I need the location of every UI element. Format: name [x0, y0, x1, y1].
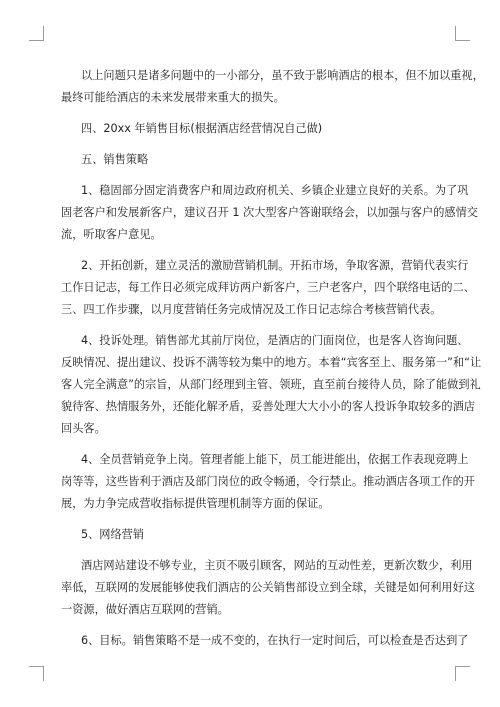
paragraph-line: 貌待客、热情服务外，还能化解矛盾，妥善处理大大小小的客人投诉争取较多的酒店 [61, 400, 475, 413]
paragraph-line: 1、稳固部分固定消费客户和周边政府机关、乡镇企业建立良好的关系。为了巩 [81, 184, 469, 197]
paragraph [61, 449, 475, 515]
paragraph-line: 四、20xx 年销售目标(根据酒店经营情况自己做) [81, 122, 323, 135]
crop-mark-top-right [455, 26, 470, 41]
crop-mark-bottom-right [455, 666, 470, 681]
paragraph-line: 率低，互联网的发展能够使我们酒店的公关销售部设立到全球，关键是如何利用好这 [61, 581, 475, 594]
paragraph-line: 2、开拓创新，建立灵活的激励营销机制。开拓市场，争取客源，营销代表实行 [81, 259, 469, 272]
crop-mark-top-left [29, 26, 44, 41]
paragraph-line: 客人完全满意”的宗旨，从部门经理到主管、领班，直至前台接待人员，除了能做到礼 [61, 378, 481, 391]
paragraph-line: 一资源，做好酒店互联网的营销。 [61, 603, 229, 616]
paragraph [61, 524, 457, 546]
crop-mark-bottom-left [29, 666, 44, 681]
paragraph [61, 118, 457, 140]
paragraph [61, 180, 478, 246]
paragraph-line: 五、销售策略 [81, 153, 149, 166]
paragraph-line: 4、投诉处理。销售部尤其前厅岗位，是酒店的门面岗位，也是客人咨询问题、 [81, 334, 469, 347]
paragraph [61, 555, 475, 621]
paragraph-line: 展，为力争完成营收指标提供管理机制等方面的保证。 [61, 497, 330, 510]
paragraph-line: 三、四工作步骤，以月度营销任务完成情况及工作日记志综合考核营销代表。 [61, 303, 442, 316]
paragraph-line: 5、网络营销 [81, 528, 145, 541]
paragraph-line: 最终可能给酒店的未来发展带来重大的损失。 [61, 91, 285, 104]
paragraph [61, 630, 469, 652]
paragraph-line: 回头客。 [61, 422, 106, 435]
paragraph [61, 330, 482, 440]
paragraph [61, 65, 484, 109]
paragraph-line: 岗等等，这些皆利于酒店及部门岗位的政令畅通，令行禁止。推动酒店各项工作的开 [61, 475, 475, 488]
paragraph-line: 工作日记志，每工作日必须完成拜访两户新客户，三户老客户，四个联络电话的二、 [61, 281, 475, 294]
paragraph-line: 固老客户和发展新客户，建议召开 1 次大型客户答谢联络会，以加强与客户的感情交 [61, 206, 478, 219]
paragraph [61, 149, 457, 171]
paragraph-line: 4、全员营销竞争上岗。管理者能上能下，员工能进能出，依据工作表现竞聘上 [81, 453, 469, 466]
paragraph-line: 酒店网站建设不够专业，主页不吸引顾客，网站的互动性差，更新次数少，利用 [81, 559, 473, 572]
paragraph [61, 255, 475, 321]
paragraph-line: 流，听取客户意见。 [61, 228, 162, 241]
document-body [61, 65, 484, 661]
paragraph-line: 6、目标。销售策略不是一成不变的，在执行一定时间后，可以检查是否达到了 [81, 634, 469, 647]
paragraph-line: 反映情况、提出建议、投诉不满等较为集中的地方。本着“宾客至上、服务第一”和“让 [61, 356, 482, 369]
paragraph-line: 以上问题只是诸多问题中的一小部分，虽不致于影响酒店的根本，但不加以重视， [81, 69, 484, 82]
